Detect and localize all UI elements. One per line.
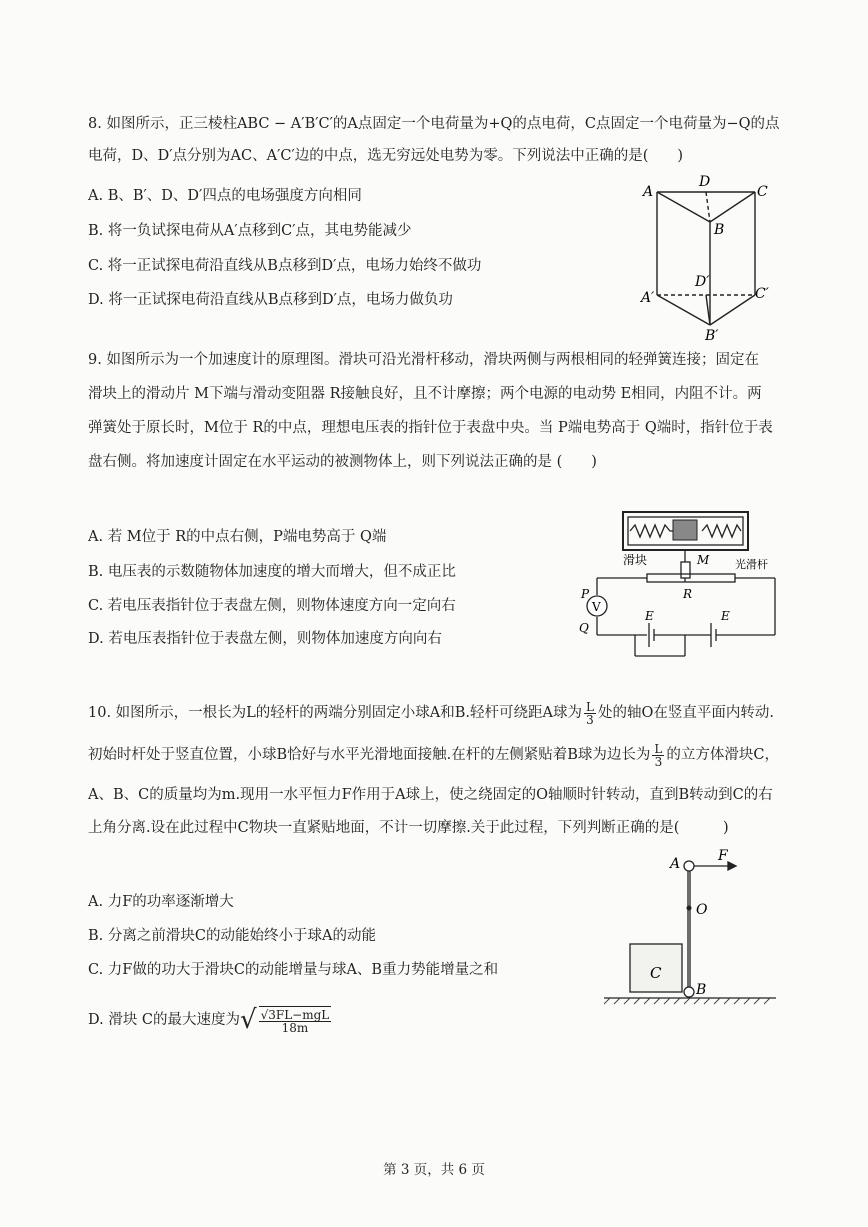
q9-label-m: M <box>697 553 710 567</box>
q10-stem-line1 <box>88 696 774 730</box>
q10-stem-line2 <box>88 738 779 772</box>
q9-option-a: A. 若 M位于 R的中点右侧，P端电势高于 Q端 <box>88 529 387 545</box>
q10-option-b: B. 分离之前滑块C的动能始终小于球A的动能 <box>88 928 376 944</box>
q10-frac2-den: 3 <box>654 754 663 769</box>
q8-label-d-prime: D′ <box>695 274 710 290</box>
q9-stem-line3: 弹簧处于原长时，M位于 R的中点，理想电压表的指针位于表盘中央。当 P端电势高于 Q端时，指针位于表 <box>88 420 773 436</box>
q10-option-c: C. 力F做的功大于滑块C的动能增量与球A、B重力势能增量之和 <box>88 962 499 978</box>
q10-option-d-num: √3FL−mgL <box>260 1008 330 1022</box>
q9-voltmeter-label: V <box>592 600 601 614</box>
q10-rod-figure <box>600 846 780 1006</box>
q10-option-d-den: 18m <box>281 1021 309 1035</box>
q10-fraction-l-over-3 <box>584 701 596 726</box>
q9-label-q: Q <box>579 621 589 635</box>
q9-option-d: D. 若电压表指针位于表盘左侧，则物体加速度方向向右 <box>88 631 442 647</box>
q9-label-r: R <box>683 587 693 601</box>
q10-stem-line4: 上角分离.设在此过程中C物块一直紧贴地面，不计一切摩擦.关于此过程，下列判断正确的是( ) <box>88 820 729 836</box>
q9-accelerometer-figure <box>575 508 785 658</box>
q8-option-d: D. 将一正试探电荷沿直线从B点移到D′点，电场力做负功 <box>88 292 453 308</box>
q10-option-d-prefix: D. 滑块 C的最大速度为 <box>88 1012 241 1028</box>
q10-stem-line2-b: 的立方体滑块C， <box>666 747 779 763</box>
q10-stem-line1-a: 10. 如图所示，一根长为L的轻杆的两端分别固定小球A和B.轻杆可绕距A球为 <box>88 705 583 721</box>
q9-label-rod: 光滑杆 <box>735 558 768 571</box>
q8-label-a-prime: A′ <box>641 290 655 306</box>
q8-label-a: A <box>643 184 654 200</box>
q10-label-a: A <box>670 856 681 872</box>
q9-label-e1: E <box>645 609 654 623</box>
q9-label-slider: 滑块 <box>623 553 648 567</box>
q10-label-f: F <box>718 848 728 864</box>
q8-label-d: D <box>699 174 711 190</box>
q8-prism-figure <box>635 170 775 342</box>
q10-sqrt-sign: √ <box>240 1005 257 1035</box>
q8-label-b-prime: B′ <box>705 328 719 342</box>
q10-option-d <box>88 1000 333 1040</box>
q10-option-a: A. 力F的功率逐渐增大 <box>88 894 234 910</box>
q10-frac2-num: L <box>654 741 663 756</box>
q8-label-b: B <box>714 222 725 238</box>
q10-frac-den: 3 <box>586 712 594 727</box>
q9-option-b: B. 电压表的示数随物体加速度的增大而增大，但不成正比 <box>88 564 456 580</box>
q9-stem-line4: 盘右侧。将加速度计固定在水平运动的被测物体上，则下列说法正确的是 ( ) <box>88 454 597 470</box>
q8-option-a: A. B、B′、D、D′四点的电场强度方向相同 <box>88 188 362 204</box>
q8-stem-line1: 8. 如图所示，正三棱柱ABC − A′B′C′的A点固定一个电荷量为+Q的点电荷，C点固定一个电荷量为−Q的点 <box>88 116 780 132</box>
q9-stem-line1: 9. 如图所示为一个加速度计的原理图。滑块可沿光滑杆移动，滑块两侧与两根相同的轻弹簧连接；固定在 <box>88 352 759 368</box>
q9-option-c: C. 若电压表指针位于表盘左侧，则物体速度方向一定向右 <box>88 598 456 614</box>
q10-stem-line2-a: 初始时杆处于竖直位置，小球B恰好与水平光滑地面接触.在杆的左侧紧贴着B球为边长为 <box>88 747 651 763</box>
q10-fraction-l-over-3-b <box>652 743 664 768</box>
q8-option-c: C. 将一正试探电荷沿直线从B点移到D′点，电场力始终不做功 <box>88 258 482 274</box>
q10-label-c: C <box>650 964 662 982</box>
q9-label-p: P <box>581 587 590 601</box>
q10-stem-line1-b: 处的轴O在竖直平面内转动. <box>597 705 774 721</box>
q10-frac-num: L <box>586 699 594 714</box>
q10-label-o: O <box>696 902 708 918</box>
q9-label-e2: E <box>721 609 730 623</box>
q8-stem-line2: 电荷，D、D′点分别为AC、A′C′边的中点，选无穷远处电势为零。下列说法中正确的是( ) <box>88 148 684 164</box>
q9-stem-line2: 滑块上的滑动片 M下端与滑动变阻器 R接触良好，且不计摩擦；两个电源的电动势 E相同，内阻不计。两 <box>88 386 762 402</box>
q8-label-c-prime: C′ <box>755 286 769 302</box>
q10-label-b: B <box>696 982 707 998</box>
q10-stem-line3: A、B、C的质量均为m.现用一水平恒力F作用于A球上，使之绕固定的O轴顺时针转动，直到B转动到C的右 <box>88 787 773 803</box>
q8-option-b: B. 将一负试探电荷从A′点移到C′点，其电势能减少 <box>88 223 412 239</box>
page-footer: 第 3 页，共 6 页 <box>383 1162 485 1178</box>
q8-label-c: C <box>757 184 768 200</box>
q10-option-d-fraction <box>259 1006 332 1034</box>
